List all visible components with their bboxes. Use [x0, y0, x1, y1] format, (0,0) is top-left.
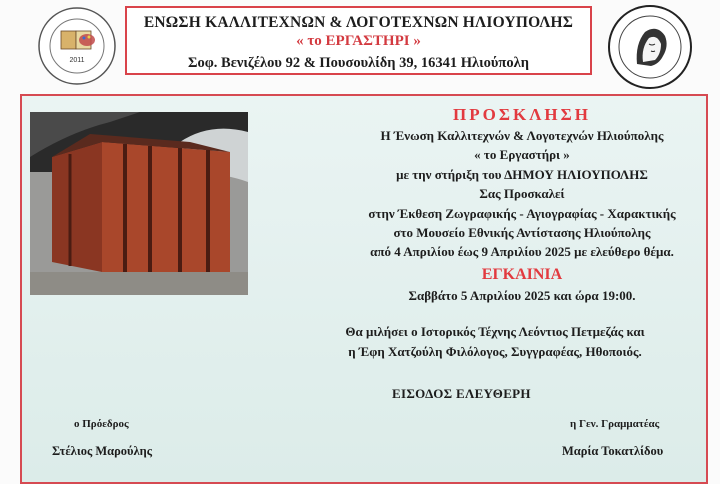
text-line: από 4 Απριλίου έως 9 Απριλίου 2025 με ελεύθερο θέμα.: [370, 244, 674, 260]
speaker-line: η Έφη Χατζούλη Φιλόλογος, Συγγραφέας, Ηθοποιός.: [348, 344, 642, 359]
invitation-text: [312, 104, 720, 305]
text-line: Η Ένωση Καλλιτεχνών & Λογοτεχνών Ηλιούπολης: [380, 128, 664, 143]
org-subtitle: « το ΕΡΓΑΣΤΗΡΙ »: [296, 33, 421, 49]
invitation-box: [20, 94, 708, 484]
railway-car-photo: [30, 112, 248, 295]
svg-text:2011: 2011: [69, 57, 85, 64]
secretary-name: Μαρία Τοκατλίδου: [562, 444, 664, 458]
president-role: ο Πρόεδρος: [74, 418, 129, 430]
invitation-title: ΠΡΟΣΚΛΗΣΗ: [453, 105, 591, 124]
text-line: με την στήριξη του ΔΗΜΟΥ ΗΛΙΟΥΠΟΛΗΣ: [396, 166, 648, 182]
text-line: στο Μουσείο Εθνικής Αντίστασης Ηλιούπολης: [393, 225, 651, 241]
president-name: Στέλιος Μαρούλης: [52, 444, 153, 458]
speaker-line: Θα μιλήσει ο Ιστορικός Τέχνης Λεόντιος Πετμεζάς και: [345, 324, 645, 339]
text-line: Σας Προσκαλεί: [479, 186, 565, 202]
text-line: στην Έκθεση Ζωγραφικής - Αγιογραφίας - Χαρακτικής: [368, 205, 676, 221]
municipality-seal: [607, 4, 693, 90]
org-address: Σοφ. Βενιζέλου 92 & Πουσουλίδη 39, 16341 Ηλιούπολη: [188, 55, 529, 71]
free-entry: ΕΙΣΟΔΟΣ ΕΛΕΥΘΕΡΗ: [392, 386, 531, 401]
secretary-role: η Γεν. Γραμματέας: [570, 418, 660, 430]
org-name: ΕΝΩΣΗ ΚΑΛΛΙΤΕΧΝΩΝ & ΛΟΓΟΤΕΧΝΩΝ ΗΛΙΟΥΠΟΛΗΣ: [143, 14, 574, 31]
opening-title: ΕΓΚΑΙΝΙΑ: [481, 265, 563, 283]
header-box: [125, 6, 592, 75]
text-line: « το Εργαστήρι »: [474, 147, 570, 163]
opening-date: Σαββάτο 5 Απριλίου 2025 και ώρα 19:00.: [408, 287, 636, 303]
association-logo: [37, 6, 117, 86]
speakers: [285, 322, 705, 362]
